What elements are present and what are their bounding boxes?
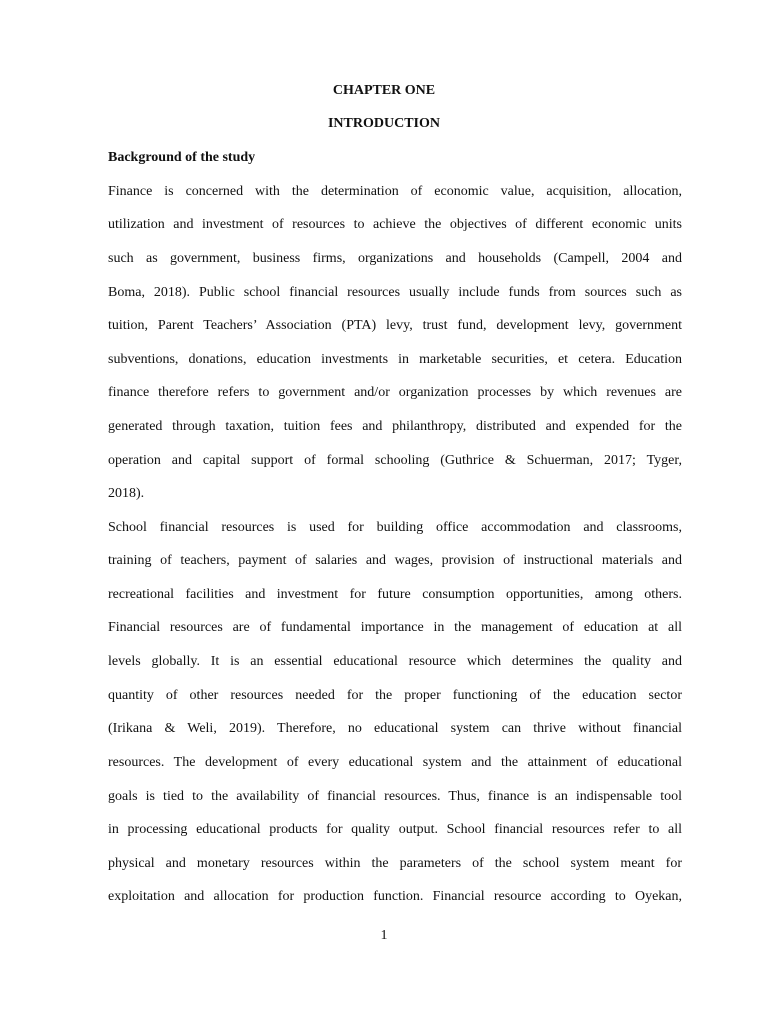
text-line: goals is tied to the availability of financial resources. Thus, finance is an indispensable tool <box>108 789 682 804</box>
text-line: physical and monetary resources within the parameters of the school system meant for <box>108 856 682 871</box>
text-line: utilization and investment of resources to achieve the objectives of different economic units <box>108 217 682 232</box>
text-line: School financial resources is used for building office accommodation and classrooms, <box>108 520 682 535</box>
text-line: tuition, Parent Teachers’ Association (PTA) levy, trust fund, development levy, government <box>108 318 682 333</box>
text-line: Boma, 2018). Public school financial resources usually include funds from sources such as <box>108 285 682 300</box>
text-line: operation and capital support of formal schooling (Guthrice & Schuerman, 2017; Tyger, <box>108 453 682 468</box>
page-number: 1 <box>380 928 388 943</box>
text-line: 2018). <box>108 486 145 501</box>
text-line: (Irikana & Weli, 2019). Therefore, no educational system can thrive without financial <box>108 721 682 736</box>
chapter-title: CHAPTER ONE <box>332 83 436 98</box>
text-line: finance therefore refers to government and/or organization processes by which revenues are <box>108 385 682 400</box>
text-line: quantity of other resources needed for the proper functioning of the education sector <box>108 688 682 703</box>
text-line: such as government, business firms, organizations and households (Campell, 2004 and <box>108 251 682 266</box>
text-line: recreational facilities and investment for future consumption opportunities, among others. <box>108 587 682 602</box>
text-line: Finance is concerned with the determination of economic value, acquisition, allocation, <box>108 184 682 199</box>
text-line: exploitation and allocation for production function. Financial resource according to Oyekan, <box>108 889 682 904</box>
text-line: subventions, donations, education investments in marketable securities, et cetera. Education <box>108 352 682 367</box>
text-line: in processing educational products for quality output. School financial resources refer to all <box>108 822 682 837</box>
chapter-heading: INTRODUCTION <box>327 116 440 131</box>
text-line: training of teachers, payment of salaries and wages, provision of instructional materials and <box>108 553 682 568</box>
text-line: levels globally. It is an essential educational resource which determines the quality and <box>108 654 682 669</box>
text-line: Financial resources are of fundamental importance in the management of education at all <box>108 620 682 635</box>
text-line: generated through taxation, tuition fees and philanthropy, distributed and expended for the <box>108 419 682 434</box>
section-heading: Background of the study <box>108 150 256 165</box>
text-line: resources. The development of every educational system and the attainment of educational <box>108 755 682 770</box>
